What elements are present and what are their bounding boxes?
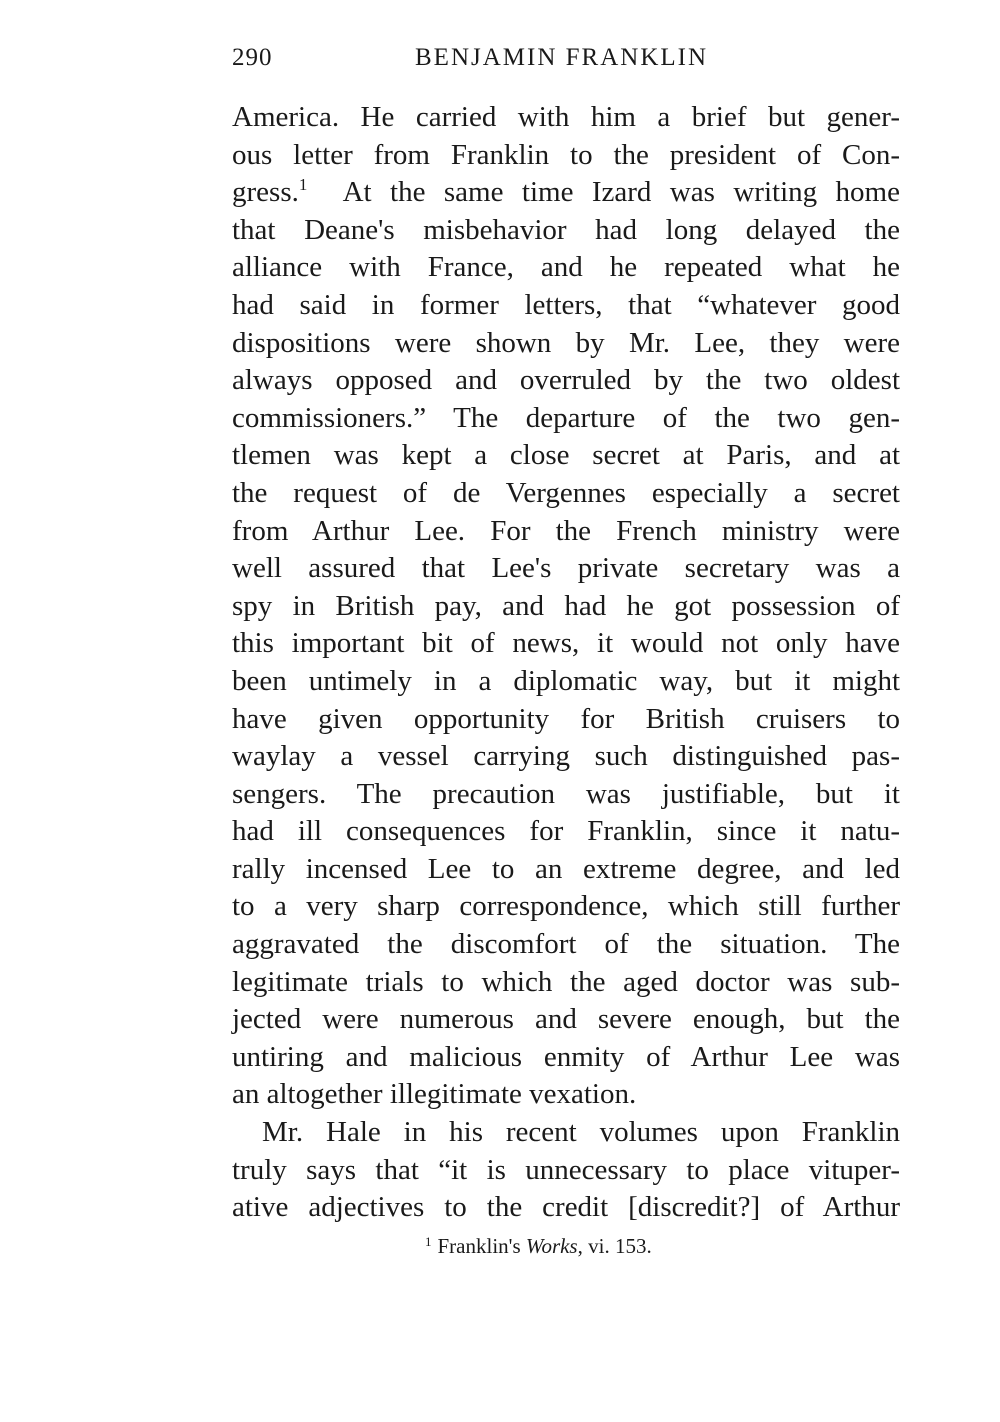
text-line: alliance with France, and he repeated what he [232,251,900,284]
footnote-reference: 1 [298,175,308,195]
footnote-work-title: Works [525,1234,578,1258]
text-line: aggravated the discomfort of the situation. The [232,928,900,961]
running-title: BENJAMIN FRANKLIN [415,44,709,71]
text-line: this important bit of news, it would not only have [232,627,900,660]
text-line: waylay a vessel carrying such distinguished pas- [232,740,900,773]
text-line: spy in British pay, and had he got possession of [232,589,900,622]
text-line: legitimate trials to which the aged doctor was sub- [232,965,900,998]
text-line: the request of de Vergennes especially a secret [232,476,900,509]
text-line: always opposed and overruled by the two oldest [232,364,900,397]
text-line: dispositions were shown by Mr. Lee, they were [232,326,900,359]
footnote [425,1234,652,1259]
text-line: ous letter from Franklin to the president of Con- [232,138,900,171]
text-line [232,174,900,212]
page-number: 290 [232,44,273,71]
running-head [232,44,900,84]
text-line: tlemen was kept a close secret at Paris, and at [232,439,900,472]
text-line: that Deane's misbehavior had long delayed the [232,213,900,246]
footnote-prefix: Franklin's [437,1234,521,1258]
text-line: commissioners.” The departure of the two gen- [232,401,900,434]
text-line: ative adjectives to the credit [discredit?] of Arthur [232,1191,900,1224]
text-fragment: At the same time Izard was writing home [307,176,900,209]
text-line: been untimely in a diplomatic way, but it might [232,664,900,697]
text-line: well assured that Lee's private secretary was a [232,552,900,585]
text-fragment: gress. [232,176,299,209]
text-line: truly says that “it is unnecessary to place vituper- [232,1153,900,1186]
body-text [232,99,900,1227]
text-line: to a very sharp correspondence, which still further [232,890,900,923]
text-line: an altogether illegitimate vexation. [232,1078,637,1111]
text-line: from Arthur Lee. For the French ministry were [232,514,900,547]
text-line: untiring and malicious enmity of Arthur Lee was [232,1040,900,1073]
footnote-marker: 1 [425,1234,432,1249]
text-line: jected were numerous and severe enough, but the [232,1003,900,1036]
text-line: have given opportunity for British cruisers to [232,702,900,735]
text-line: America. He carried with him a brief but gener- [232,101,900,133]
text-line: Mr. Hale in his recent volumes upon Franklin [262,1116,900,1149]
text-line: rally incensed Lee to an extreme degree, and led [232,852,900,885]
text-line: sengers. The precaution was justifiable, but it [232,777,900,810]
footnote-citation: , vi. 153. [577,1234,652,1258]
text-line: had said in former letters, that “whatever good [232,288,900,321]
text-line: had ill consequences for Franklin, since it natu- [232,815,900,848]
